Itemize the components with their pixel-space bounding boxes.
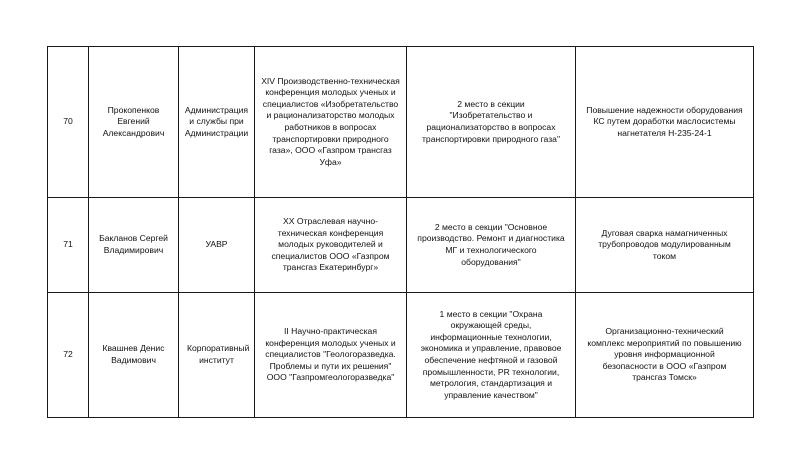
awards-table — [47, 46, 754, 418]
participant-name-cell: Прокопенков Евгений Александрович — [89, 47, 179, 198]
department-cell: Корпоративный институт — [179, 293, 255, 418]
conference-cell: XX Отраслевая научно-техническая конференция молодых руководителей и специалистов ООО «Газпром трансгаз Екатеринбург» — [255, 198, 407, 293]
table-row — [48, 198, 754, 293]
work-topic-cell: Организационно-технический комплекс мероприятий по повышению уровня информационной безопасности в ООО «Газпром трансгаз Томск» — [576, 293, 754, 418]
department-cell: УАВР — [179, 198, 255, 293]
row-number-cell: 70 — [48, 47, 89, 198]
work-topic-cell: Дуговая сварка намагниченных трубопроводов модулированным током — [576, 198, 754, 293]
row-number-cell: 72 — [48, 293, 89, 418]
award-place-cell: 1 место в секции "Охрана окружающей среды, информационные технологии, экономика и управление, правовое обеспечение нефтяной и газовой промышленности, PR технологии, метрология, стандартизация и управление качеством" — [407, 293, 576, 418]
award-place-cell: 2 место в секции "Основное производство. Ремонт и диагностика МГ и технологического оборудования" — [407, 198, 576, 293]
participant-name-cell: Бакланов Сергей Владимирович — [89, 198, 179, 293]
row-number-cell: 71 — [48, 198, 89, 293]
department-cell: Администрация и службы при Администрации — [179, 47, 255, 198]
table-row — [48, 293, 754, 418]
conference-cell: XIV Производственно-техническая конференция молодых ученых и специалистов «Изобретательство и рационализаторство молодых работников в вопросах транспортировки природного газа», ООО «Газпром трансгаз Уфа» — [255, 47, 407, 198]
work-topic-cell: Повышение надежности оборудования КС путем доработки маслосистемы нагнетателя Н-235-24-1 — [576, 47, 754, 198]
conference-cell: II Научно-практическая конференция молодых ученых и специалистов "Геологоразведка. Проблемы и пути их решения" ООО "Газпромгеологоразведка" — [255, 293, 407, 418]
award-place-cell: 2 место в секции "Изобретательство и рационализаторство в вопросах транспортировки природного газа" — [407, 47, 576, 198]
table-row — [48, 47, 754, 198]
participant-name-cell: Квашнев Денис Вадимович — [89, 293, 179, 418]
